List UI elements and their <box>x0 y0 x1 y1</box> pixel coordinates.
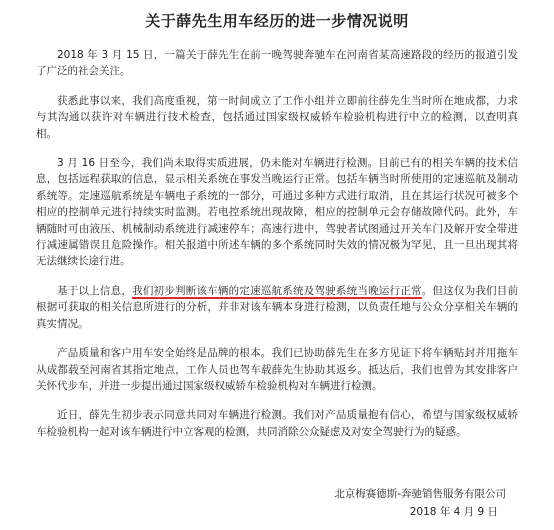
signature-date: 2018 年 4 月 9 日 <box>409 506 498 518</box>
paragraph-2: 获悉此事以来，我们高度重视，第一时间成立了工作小组并立即前往薛先生当时所在地成都，力求与其沟通以获许对车辆进行技术检查，包括通过国家级权威轿车检验机构进行中立的检测，以查明真相。 <box>36 94 518 140</box>
paragraph-4 <box>36 283 518 332</box>
paragraph-1: 2018 年 3 月 15 日，一篇关于薛先生在前一晚驾驶奔驰车在河南省某高速路段的经历的报道引发了广泛的社会关注。 <box>36 49 518 78</box>
paragraph-3: 3 月 16 日至今，我们尚未取得实质进展，仍未能对车辆进行检测。目前已有的相关车辆的技术信息，包括远程获取的信息，显示相关系统在事发当晚运行正常。包括车辆当时所使用的定速巡航及制动系统等。定速巡航系统是车辆电子系统的一部分，可通过多种方式进行取消，且在其运行状况可被多个相应的控制单元进行持续实时监测。若电控系统出现故障，相应的控制单元会存储故障代码。此外，车辆随时可由液压、机械制动系统进行减速停车；高速行进中，驾驶者试图通过开关车门及解开安全带进行减速属错误且危险操作。相关报道中所述车辆的多个系统同时失效的情况极为罕见，且一旦出现其将无法继续长途行进。 <box>36 157 518 268</box>
document-title: 关于薛先生用车经历的进一步情况说明 <box>145 12 409 30</box>
paragraph-4-tail: 。但这仅为我们目前根据可获取的相关信息所进行的分析，并非对该车辆本身进行检测，以负责任地与公众分享相关车辆的真实情况。 <box>36 284 519 330</box>
paragraph-4-lead: 基于以上信息， <box>57 284 133 297</box>
paragraph-5: 产品质量和客户用车安全始终是品牌的根本。我们已协助薛先生在多方见证下将车辆贴封并用拖车从成都载至河南省其指定地点，工作人员也驾车载薛先生协助其返乡。抵达后，我们也曾为其安排客户关怀代步车，并进一步提出通过国家级权威轿车检验机构对车辆进行检测。 <box>36 347 518 392</box>
highlighted-conclusion: 我们初步判断该车辆的定速巡航系统及驾驶系统当晚运行正常 <box>132 284 422 297</box>
signature-company: 北京梅赛德斯-奔驰销售服务有限公司 <box>334 488 506 500</box>
paragraph-6: 近日，薛先生初步表示同意共同对车辆进行检测。我们对产品质量抱有信心，希望与国家级权威轿车检验机构一起对该车辆进行中立客观的检测，共同消除公众疑虑及对安全驾驶行为的疑惑。 <box>36 409 518 438</box>
